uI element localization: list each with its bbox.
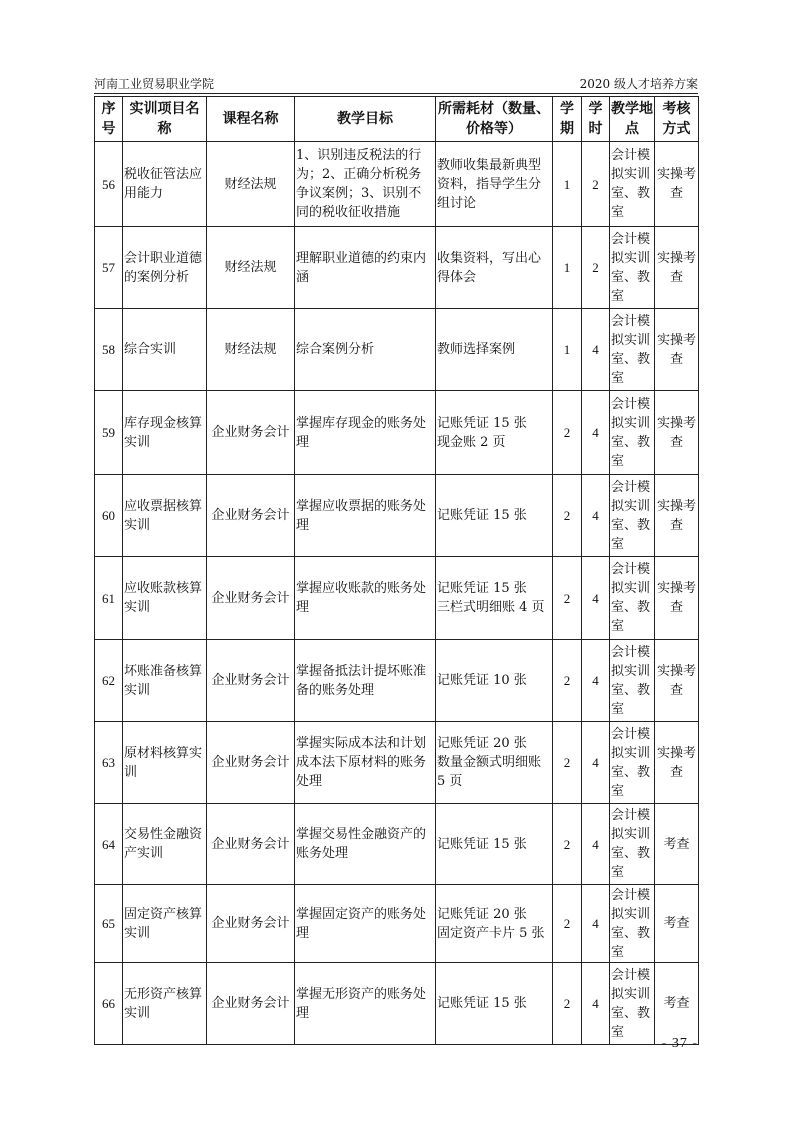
page-header	[94, 76, 698, 94]
cell-no: 57	[95, 227, 123, 309]
document-title: 2020 级人才培养方案	[579, 77, 698, 91]
cell-term: 2	[553, 391, 582, 475]
cell-project: 交易性金融资产实训	[123, 804, 207, 885]
cell-hours: 4	[582, 722, 610, 804]
cell-place: 会计模拟实训室、教室	[610, 391, 655, 475]
page-number: - 37 -	[661, 1036, 698, 1051]
cell-no: 63	[95, 722, 123, 804]
cell-course: 企业财务会计	[207, 963, 295, 1045]
cell-project: 库存现金核算实训	[123, 391, 207, 475]
cell-place: 会计模拟实训室、教室	[610, 804, 655, 885]
cell-course: 财经法规	[207, 309, 295, 391]
cell-no: 56	[95, 142, 123, 227]
cell-project: 固定资产核算实训	[123, 885, 207, 963]
cell-place: 会计模拟实训室、教室	[610, 475, 655, 557]
cell-project: 综合实训	[123, 309, 207, 391]
cell-assess: 实操考查	[655, 722, 699, 804]
col-header-term: 学期	[553, 97, 582, 142]
cell-goal: 掌握应收账款的账务处理	[295, 557, 436, 640]
cell-hours: 2	[582, 142, 610, 227]
cell-no: 59	[95, 391, 123, 475]
cell-course: 企业财务会计	[207, 557, 295, 640]
cell-goal: 综合案例分析	[295, 309, 436, 391]
cell-project: 会计职业道德的案例分析	[123, 227, 207, 309]
cell-term: 2	[553, 475, 582, 557]
cell-assess: 实操考查	[655, 557, 699, 640]
cell-materials: 记账凭证 15 张 三栏式明细账 4 页	[436, 557, 553, 640]
cell-project: 应收票据核算实训	[123, 475, 207, 557]
cell-no: 60	[95, 475, 123, 557]
col-header-assess: 考核方式	[655, 97, 699, 142]
cell-assess: 实操考查	[655, 142, 699, 227]
cell-assess: 实操考查	[655, 640, 699, 722]
cell-assess: 考查	[655, 804, 699, 885]
cell-assess: 实操考查	[655, 391, 699, 475]
cell-term: 2	[553, 885, 582, 963]
cell-hours: 4	[582, 885, 610, 963]
cell-place: 会计模拟实训室、教室	[610, 142, 655, 227]
cell-no: 62	[95, 640, 123, 722]
cell-goal: 掌握实际成本法和计划成本法下原材料的账务处理	[295, 722, 436, 804]
cell-project: 原材料核算实训	[123, 722, 207, 804]
cell-term: 2	[553, 640, 582, 722]
cell-course: 财经法规	[207, 142, 295, 227]
cell-assess: 实操考查	[655, 227, 699, 309]
cell-materials: 记账凭证 20 张 固定资产卡片 5 张	[436, 885, 553, 963]
cell-term: 1	[553, 142, 582, 227]
cell-goal: 1、识别违反税法的行为；2、正确分析税务争议案例；3、识别不同的税收征收措施	[295, 142, 436, 227]
col-header-hours: 学时	[582, 97, 610, 142]
cell-no: 66	[95, 963, 123, 1045]
cell-project: 税收征管法应用能力	[123, 142, 207, 227]
cell-course: 财经法规	[207, 227, 295, 309]
cell-hours: 4	[582, 309, 610, 391]
cell-course: 企业财务会计	[207, 475, 295, 557]
cell-project: 无形资产核算实训	[123, 963, 207, 1045]
cell-term: 1	[553, 309, 582, 391]
cell-assess: 实操考查	[655, 309, 699, 391]
table-header-row	[95, 97, 699, 142]
cell-materials: 收集资料，写出心得体会	[436, 227, 553, 309]
table-row	[95, 475, 699, 557]
school-name: 河南工业贸易职业学院	[94, 77, 215, 91]
table-row	[95, 227, 699, 309]
cell-hours: 2	[582, 227, 610, 309]
cell-no: 65	[95, 885, 123, 963]
training-table	[94, 96, 699, 1045]
cell-assess: 考查	[655, 963, 699, 1045]
cell-hours: 4	[582, 963, 610, 1045]
cell-course: 企业财务会计	[207, 804, 295, 885]
cell-place: 会计模拟实训室、教室	[610, 557, 655, 640]
cell-project: 坏账准备核算实训	[123, 640, 207, 722]
table-row	[95, 722, 699, 804]
cell-goal: 理解职业道德的约束内涵	[295, 227, 436, 309]
cell-assess: 考查	[655, 885, 699, 963]
table-row	[95, 309, 699, 391]
cell-materials: 教师选择案例	[436, 309, 553, 391]
cell-place: 会计模拟实训室、教室	[610, 227, 655, 309]
col-header-materials: 所需耗材（数量、价格等）	[436, 97, 553, 142]
table-row	[95, 963, 699, 1045]
cell-course: 企业财务会计	[207, 722, 295, 804]
table-row	[95, 804, 699, 885]
col-header-no: 序号	[95, 97, 123, 142]
cell-materials: 记账凭证 15 张	[436, 804, 553, 885]
table-row	[95, 391, 699, 475]
cell-materials: 记账凭证 15 张	[436, 475, 553, 557]
table-row	[95, 885, 699, 963]
cell-term: 2	[553, 557, 582, 640]
table-row	[95, 142, 699, 227]
cell-goal: 掌握应收票据的账务处理	[295, 475, 436, 557]
cell-hours: 4	[582, 475, 610, 557]
cell-goal: 掌握无形资产的账务处理	[295, 963, 436, 1045]
cell-materials: 记账凭证 20 张 数量金额式明细账 5 页	[436, 722, 553, 804]
cell-materials: 记账凭证 15 张	[436, 963, 553, 1045]
cell-materials: 记账凭证 10 张	[436, 640, 553, 722]
col-header-goal: 教学目标	[295, 97, 436, 142]
cell-course: 企业财务会计	[207, 640, 295, 722]
cell-goal: 掌握库存现金的账务处理	[295, 391, 436, 475]
cell-project: 应收账款核算实训	[123, 557, 207, 640]
cell-place: 会计模拟实训室、教室	[610, 640, 655, 722]
cell-no: 58	[95, 309, 123, 391]
cell-term: 2	[553, 963, 582, 1045]
cell-place: 会计模拟实训室、教室	[610, 885, 655, 963]
col-header-project: 实训项目名称	[123, 97, 207, 142]
col-header-course: 课程名称	[207, 97, 295, 142]
cell-hours: 4	[582, 391, 610, 475]
cell-place: 会计模拟实训室、教室	[610, 309, 655, 391]
cell-term: 2	[553, 722, 582, 804]
table-row	[95, 640, 699, 722]
cell-hours: 4	[582, 804, 610, 885]
cell-place: 会计模拟实训室、教室	[610, 963, 655, 1045]
cell-term: 1	[553, 227, 582, 309]
cell-materials: 教师收集最新典型资料，指导学生分组讨论	[436, 142, 553, 227]
cell-no: 61	[95, 557, 123, 640]
cell-course: 企业财务会计	[207, 885, 295, 963]
col-header-place: 教学地点	[610, 97, 655, 142]
cell-materials: 记账凭证 15 张 现金账 2 页	[436, 391, 553, 475]
cell-no: 64	[95, 804, 123, 885]
cell-goal: 掌握固定资产的账务处理	[295, 885, 436, 963]
table-row	[95, 557, 699, 640]
cell-assess: 实操考查	[655, 475, 699, 557]
cell-course: 企业财务会计	[207, 391, 295, 475]
cell-term: 2	[553, 804, 582, 885]
cell-goal: 掌握备抵法计提坏账准备的账务处理	[295, 640, 436, 722]
cell-hours: 4	[582, 557, 610, 640]
cell-goal: 掌握交易性金融资产的账务处理	[295, 804, 436, 885]
cell-place: 会计模拟实训室、教室	[610, 722, 655, 804]
cell-hours: 4	[582, 640, 610, 722]
